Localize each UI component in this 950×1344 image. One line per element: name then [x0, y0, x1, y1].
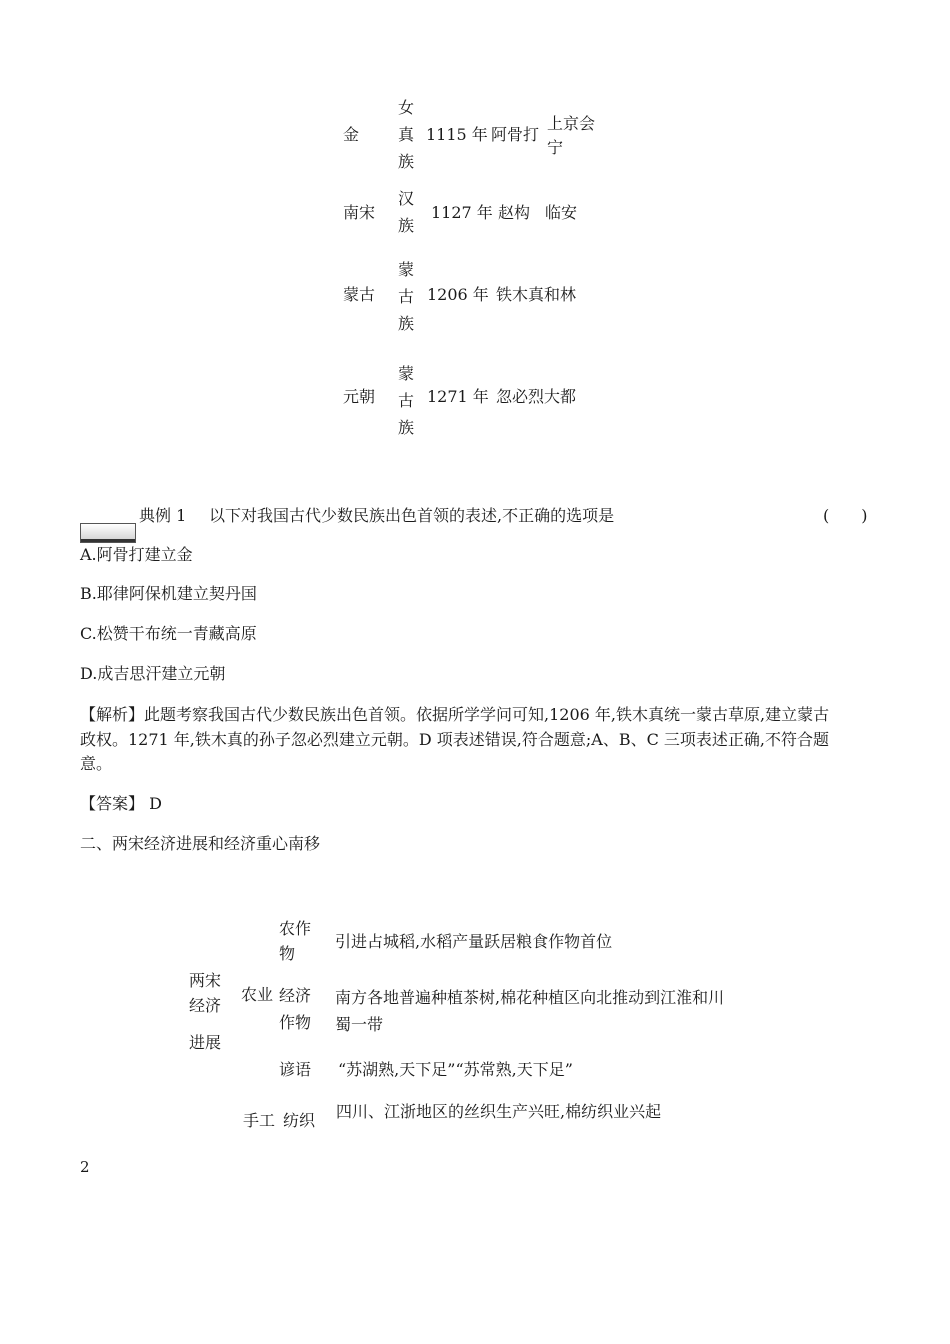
economy-item: 经济 作物: [279, 986, 312, 1032]
analysis-line: 政权。1271 年,铁木真的孙子忽必烈建立元朝。D 项表述错误,符合题意;A、B、C 三项表述正确,不符合题: [80, 730, 830, 749]
regime-name: 蒙古: [343, 285, 376, 304]
page-number: 2: [80, 1158, 90, 1176]
agriculture-label: 农业: [241, 985, 274, 1004]
regime-name: 金: [343, 125, 360, 144]
regime-year: 1127 年: [431, 203, 493, 222]
regime-founder: 赵构: [498, 203, 531, 222]
handicraft-label: 手工: [243, 1111, 276, 1130]
regime-year: 1115 年: [426, 125, 488, 144]
economy-item: 农作 物: [279, 919, 312, 963]
option-b: B.耶律阿保机建立契丹国: [80, 584, 257, 603]
option-d: D.成吉思汗建立元朝: [80, 664, 226, 683]
answer: 【答案】 D: [80, 794, 162, 813]
regime-ethnicity: 女 真 族: [397, 98, 414, 171]
section-heading: 二、两宋经济进展和经济重心南移: [80, 834, 321, 853]
regime-ethnicity: 汉 族: [397, 189, 414, 235]
economy-content: “苏湖熟,天下足”“苏常熟,天下足”: [338, 1060, 573, 1079]
analysis-line: 意。: [80, 754, 113, 773]
economy-content: 四川、江浙地区的丝织生产兴旺,棉纺织业兴起: [336, 1102, 662, 1121]
example-label-box: [80, 523, 136, 543]
regime-founder: 忽必烈大都: [496, 387, 577, 406]
regime-founder: 铁木真和林: [496, 285, 577, 304]
regime-name: 南宋: [343, 203, 376, 222]
regime-ethnicity: 蒙 古 族: [397, 260, 414, 333]
regime-capital: 上京会 宁: [547, 114, 596, 157]
economy-root-label: 两宋 经济 进展: [189, 971, 222, 1052]
example-label: 典例 1: [139, 506, 187, 525]
regime-capital: 临安: [545, 203, 578, 222]
regime-year: 1271 年: [427, 387, 489, 406]
option-a: A.阿骨打建立金: [80, 545, 193, 564]
answer-blank: ( ): [823, 506, 868, 525]
regime-year: 1206 年: [427, 285, 489, 304]
option-c: C.松赞干布统一青藏高原: [80, 624, 257, 643]
regime-founder: 阿骨打: [491, 125, 540, 144]
economy-item: 谚语: [279, 1060, 312, 1079]
regime-name: 元朝: [343, 387, 376, 406]
regime-ethnicity: 蒙 古 族: [397, 364, 414, 437]
question-text: 以下对我国古代少数民族出色首领的表述,不正确的选项是: [209, 506, 615, 525]
economy-content: 引进占城稻,水稻产量跃居粮食作物首位: [335, 932, 613, 951]
analysis-line: 【解析】此题考察我国古代少数民族出色首领。依据所学学问可知,1206 年,铁木真统一蒙古草原,建立蒙古: [80, 705, 830, 724]
economy-content: 南方各地普遍种植茶树,棉花种植区向北推动到江淮和川 蜀一带: [335, 988, 725, 1034]
economy-item: 纺织: [283, 1111, 316, 1130]
